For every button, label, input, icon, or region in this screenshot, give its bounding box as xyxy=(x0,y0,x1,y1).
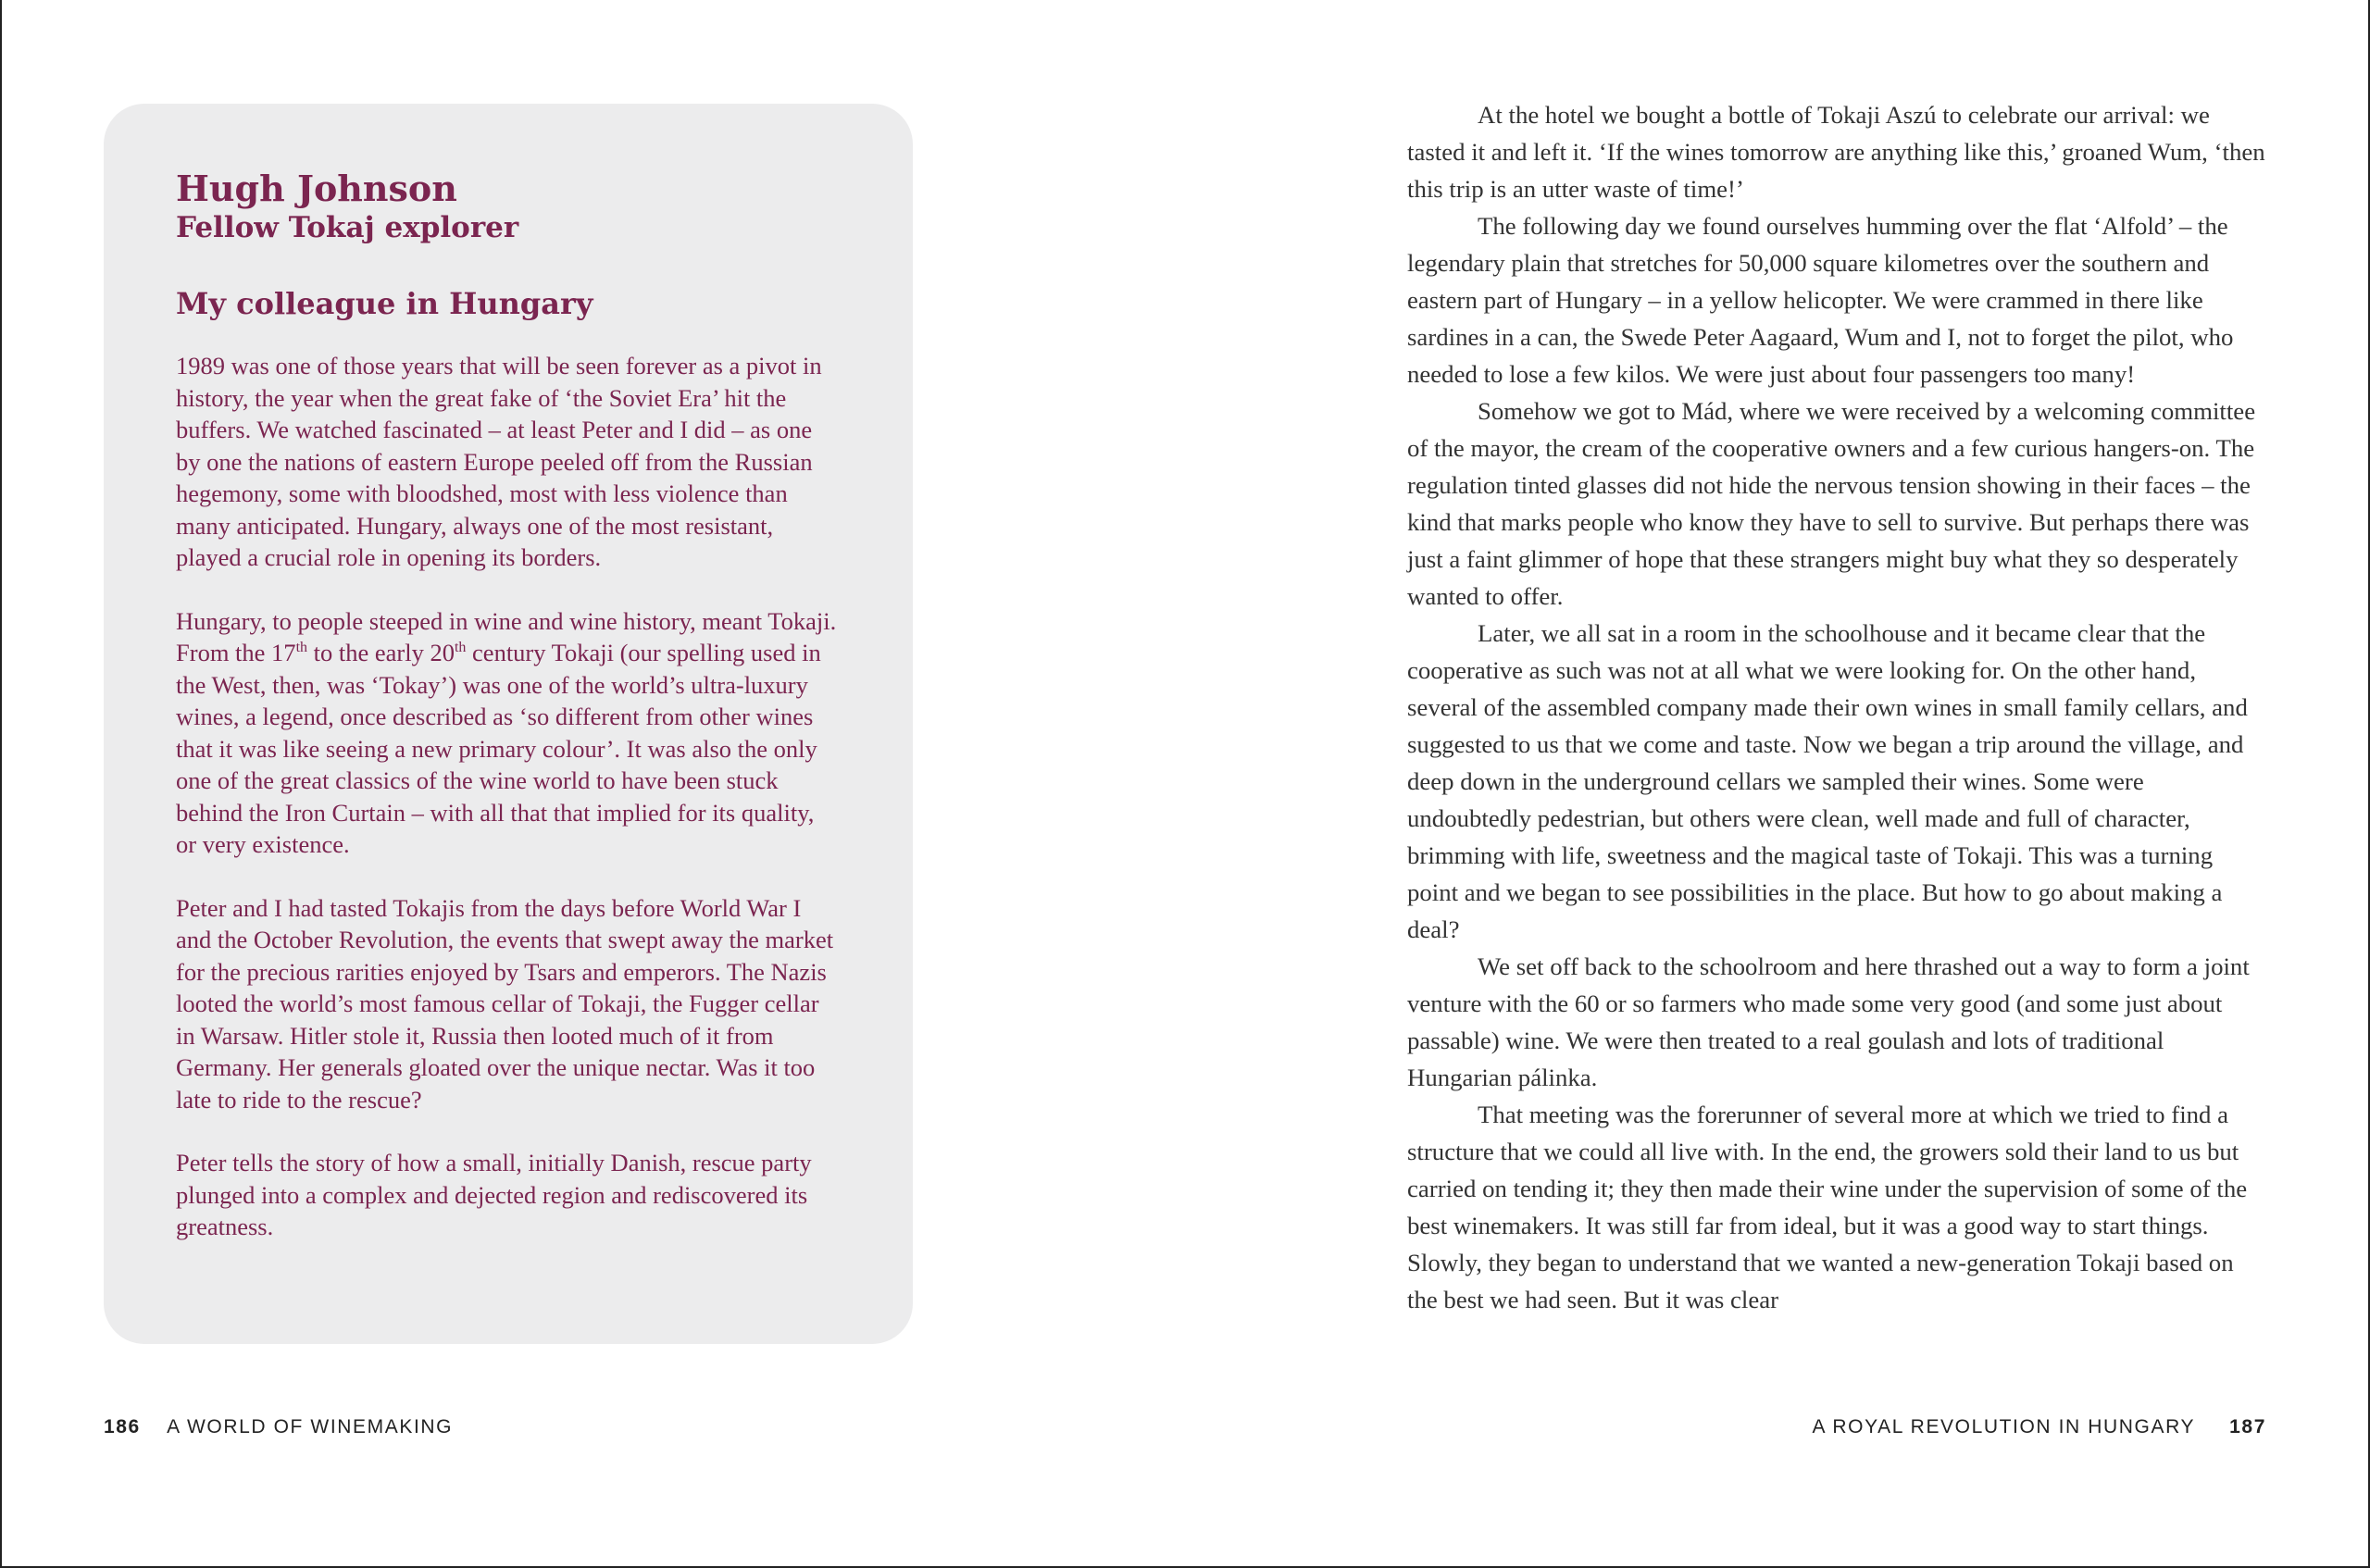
running-title: A WORLD OF WINEMAKING xyxy=(167,1416,454,1437)
ordinal-suffix: th xyxy=(295,640,308,656)
body-paragraph: At the hotel we bought a bottle of Tokaji Aszú to celebrate our arrival: we tasted it and left it. ‘If the wines tomorrow are anything like this,’ groaned Wum, ‘then this trip is an utter waste of time!’ xyxy=(1407,101,2265,203)
body-paragraph: Later, we all sat in a room in the schoolhouse and it became clear that the cooperative as such was not at all what we were looking for. On the other hand, several of the assembled company made their own wines in small family cellars, and suggested to us that we come and taste. Now we began a trip around the village, and deep down in the underground cellars we sampled their wines. Some were undoubtedly pedestrian, but others were clean, well made and full of character, brimming with life, sweetness and the magical taste of Tokaji. This was a turning point and we began to see possibilities in the place. But how to go about making a deal? xyxy=(1407,619,2248,943)
sidebar-paragraph-3: Peter and I had tasted Tokajis from the days before World War I and the October Revolution, the events that swept away the market for the precious rarities enjoyed by Tsars and emperors. The Nazis looted the world’s most famous cellar of Tokaji, the Fugger cellar in Warsaw. Hitler stole it, Russia then looted much of it from Germany. Her generals gloated over the unique nectar. Was it too late to ride to the rescue? xyxy=(176,893,834,1114)
page-number: 187 xyxy=(2229,1416,2266,1437)
body-paragraph: The following day we found ourselves humming over the flat ‘Alfold’ – the legendary plain that stretches for 50,000 square kilometres over the southern and eastern part of Hungary – in a yellow helicopter. We were crammed in there like sardines in a can, the Swede Peter Aagaard, Wum and I, not to forget the pilot, who needed to lose a few kilos. We were just about four passengers too many! xyxy=(1407,212,2234,388)
sidebar-paragraph-1: 1989 was one of those years that will be seen forever as a pivot in history, the year when the great fake of ‘the Soviet Era’ hit the buffers. We watched fascinated – at least Peter and I did – as one by one the nations of eastern Europe peeled off from the Russian hegemony, some with bloodshed, most with less violence than many anticipated. Hungary, always one of the most resistant, played a crucial role in opening its borders. xyxy=(176,352,822,571)
right-page xyxy=(1185,0,2370,1568)
sidebar-paragraph-2-part2: to the early 20 xyxy=(307,639,455,666)
body-text xyxy=(1407,96,2268,1318)
body-paragraph: We set off back to the schoolroom and here thrashed out a way to form a joint venture with the 60 or so farmers who made some very good (and some just about passable) wine. We were then treated to a real goulash and lots of traditional Hungarian pálinka. xyxy=(1407,952,2250,1091)
sidebar-paragraph-2-part1: Hungary, to people steeped in wine and wine history, meant Tokaji. From the 17 xyxy=(176,606,837,666)
sidebar-author-role: Fellow Tokaj explorer xyxy=(176,211,519,244)
sidebar-paragraph-4: Peter tells the story of how a small, initially Danish, rescue party plunged into a complex and dejected region and rediscovered its greatness. xyxy=(176,1149,812,1240)
page-number: 186 xyxy=(104,1416,141,1437)
left-footer xyxy=(104,1416,453,1438)
sidebar-author-name: Hugh Johnson xyxy=(176,168,457,209)
sidebar-paragraph-2 xyxy=(176,605,841,861)
sidebar-heading: My colleague in Hungary xyxy=(176,286,593,321)
sidebar-box xyxy=(104,104,913,1344)
sidebar-paragraph-2-part3: century Tokaji (our spelling used in the West, then, was ‘Tokay’) was one of the world’s ultra-luxury wines, a legend, once described as ‘so different from other wines that it was like seeing a new primary colour’. It was also the only one of the great classics of the wine world to have been stuck behind the Iron Curtain – with all that that implied for its quality, or very existence. xyxy=(176,639,821,858)
body-paragraph: Somehow we got to Mád, where we were received by a welcoming committee of the mayor, the cream of the cooperative owners and a few curious hangers-on. The regulation tinted glasses did not hide the nervous tension showing in their faces – the kind that marks people who know they have to sell to survive. But perhaps there was just a faint glimmer of hope that these strangers might buy what they so desperately wanted to offer. xyxy=(1407,397,2256,610)
right-footer xyxy=(1813,1416,2267,1438)
ordinal-suffix: th xyxy=(454,640,467,656)
body-paragraph: That meeting was the forerunner of several more at which we tried to find a structure that we could all live with. In the end, the growers sold their land to us but carried on tending it; they then made their wine under the supervision of some of the best winemakers. It was still far from ideal, but it was a good way to start things. Slowly, they began to understand that we wanted a new-generation Tokaji based on the best we had seen. But it was clear xyxy=(1407,1101,2248,1313)
running-title: A ROYAL REVOLUTION IN HUNGARY xyxy=(1812,1416,2195,1437)
